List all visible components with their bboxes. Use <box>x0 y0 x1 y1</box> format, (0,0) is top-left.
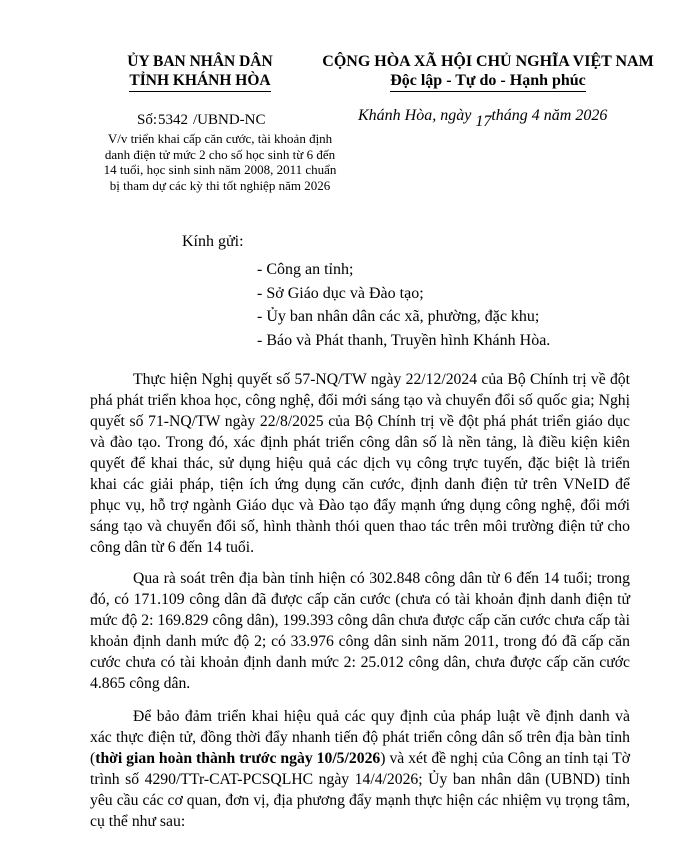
recipient-item: - Báo và Phát thanh, Truyền hình Khánh Hòa. <box>257 331 551 349</box>
national-header <box>318 52 658 92</box>
document-number-value: 5342 <box>158 112 189 128</box>
recipient-list <box>257 258 550 352</box>
recipient-item: - Công an tỉnh; <box>257 261 354 278</box>
recipient-item: - Ủy ban nhân dân các xã, phường, đặc khu; <box>257 308 540 325</box>
body-paragraph-1: Thực hiện Nghị quyết số 57-NQ/TW ngày 22/12/2024 của Bộ Chính trị về đột phá phát triển khoa học, công nghệ, đổi mới sáng tạo và chuyển đổi số quốc gia; Nghị quyết số 71-NQ/TW ngày 22/8/2025 của Bộ Chính trị về đột phá phát triển giáo dục và đào tạo. Trong đó, xác định phát triển công dân số là nền tảng, là điều kiện kiên quyết để khai thác, sử dụng hiệu quả các dịch vụ công trực tuyến, đặc biệt là triển khai các giải pháp, tiện ích ứng dụng căn cước, định danh điện tử trên VNeID để phục vụ, hỗ trợ ngành Giáo dục và Đào tạo đẩy mạnh ứng dụng công nghệ, đổi mới sáng tạo và chuyển đổi số, hình thành thói quen thao tác trên môi trường điện tử cho công dân từ 6 đến 14 tuổi. <box>90 371 630 556</box>
salutation-label: Kính gửi: <box>182 233 244 250</box>
authority-line-1: ỦY BAN NHÂN DÂN <box>127 53 273 70</box>
issuing-authority <box>95 52 305 92</box>
place-date-day: 17 <box>475 113 492 130</box>
document-number-suffix: /UBND-NC <box>193 112 266 128</box>
place-date-suffix: tháng 4 năm 2026 <box>491 107 608 124</box>
place-date-prefix: Khánh Hòa, ngày <box>358 107 472 124</box>
deadline-highlight: thời gian hoàn thành trước ngày 10/5/2026 <box>95 750 381 767</box>
paragraph-3-text-a: Để bảo đảm triển khai hiệu quả các quy định của pháp luật về định danh và xác thực điện tử, đồng thời đẩy nhanh tiến độ phát triển công dân số trên địa bàn tỉnh ( <box>90 708 630 767</box>
authority-line-2: TỈNH KHÁNH HÒA <box>129 71 270 92</box>
national-title: CỘNG HÒA XÃ HỘI CHỦ NGHĨA VIỆT NAM <box>322 53 654 70</box>
document-number <box>137 111 266 129</box>
national-motto: Độc lập - Tự do - Hạnh phúc <box>390 71 586 92</box>
place-date <box>358 106 608 130</box>
recipient-item: - Sở Giáo dục và Đào tạo; <box>257 284 424 302</box>
body-paragraph-2: Qua rà soát trên địa bàn tỉnh hiện có 302.848 công dân từ 6 đến 14 tuổi; trong đó, có 171.109 công dân đã được cấp căn cước (chưa có tài khoản định danh điện tử mức độ 2: 169.829 công dân), 199.393 công dân chưa được cấp căn cước chưa cấp tài khoản định danh mức độ 2; có 33.976 công dân sinh năm 2011, trong đó đã cấp căn cước chưa có tài khoản định danh mức 2: 25.012 công dân, chưa được cấp căn cước 4.865 công dân. <box>90 570 630 692</box>
document-body <box>90 369 630 842</box>
document-subject: V/v triển khai cấp căn cước, tài khoản định danh điện tử mức 2 cho số học sinh từ 6 đến 14 tuổi, học sinh sinh năm 2008, 2011 chuẩn bị tham dự các kỳ thi tốt nghiệp năm 2026 <box>103 131 337 193</box>
document-number-prefix: Số: <box>137 112 158 128</box>
body-paragraph-3 <box>90 706 630 832</box>
paragraph-3-text-b: ) và xét đề nghị của Công an tỉnh tại Tờ trình số 4290/TTr-CAT-PCSQLHC ngày 14/4/2026; Ủy ban nhân dân (UBND) tỉnh yêu cầu các cơ quan, đơn vị, địa phương đẩy mạnh thực hiện các nhiệm vụ trọng tâm, cụ thể như sau: <box>90 750 630 830</box>
